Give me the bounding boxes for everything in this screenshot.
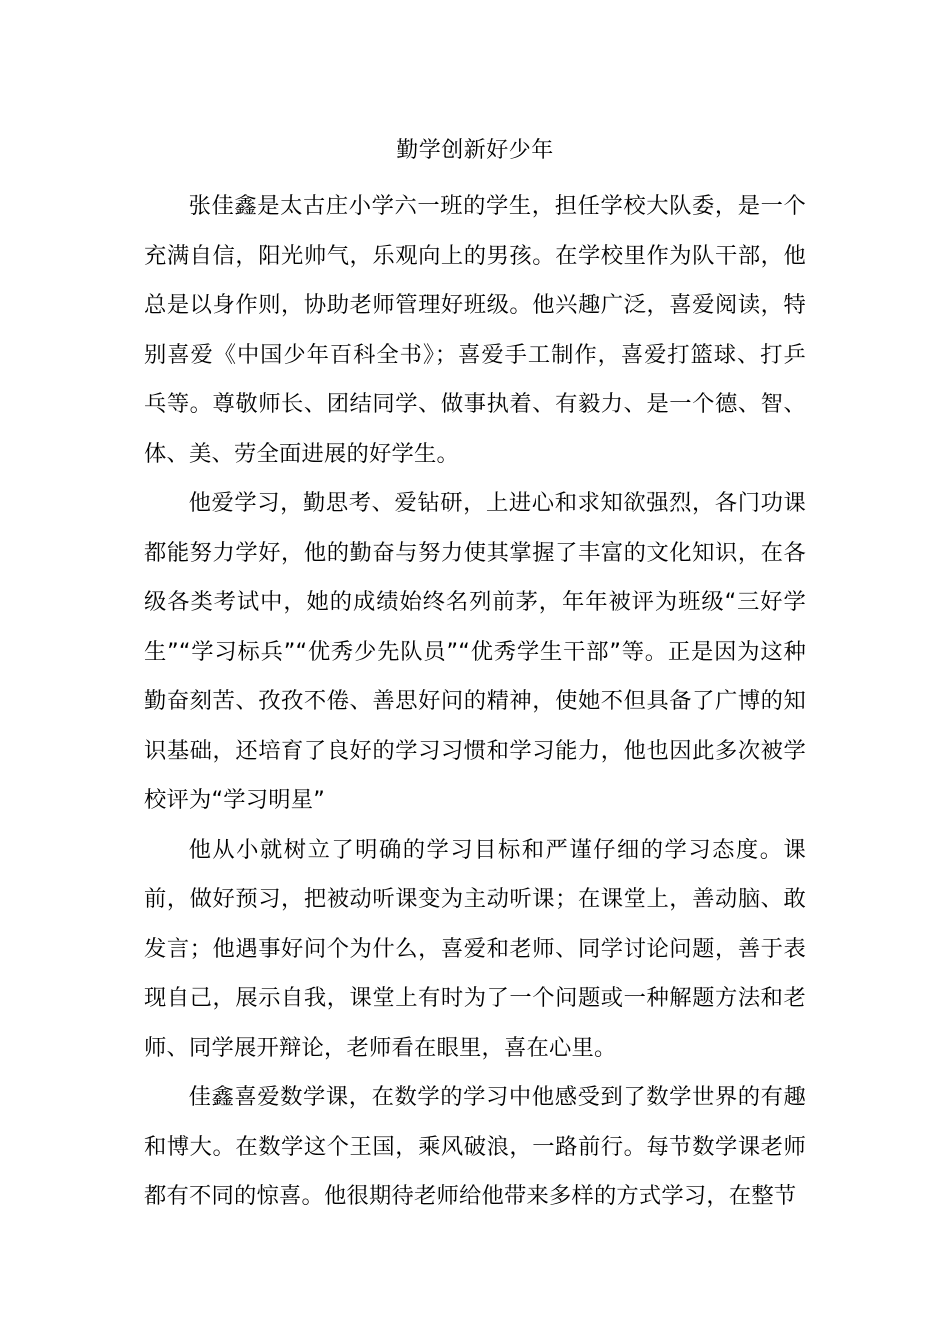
paragraph-4: 佳鑫喜爱数学课，在数学的学习中他感受到了数学世界的有趣和博大。在数学这个王国，乘风破浪，一路前行。每节数学课老师都有不同的惊喜。他很期待老师给他带来多样的方式学习，在整节	[144, 1084, 806, 1209]
document-title: 勤学创新好少年	[396, 138, 554, 163]
paragraph-1: 张佳鑫是太古庄小学六一班的学生，担任学校大队委，是一个充满自信，阳光帅气，乐观向上的男孩。在学校里作为队干部，他总是以身作则，协助老师管理好班级。他兴趣广泛，喜爱阅读，特别喜爱《中国少年百科全书》；喜爱手工制作，喜爱打篮球、打乒乓等。尊敬师长、团结同学、做事执着、有毅力、是一个德、智、体、美、劳全面进展的好学生。	[144, 193, 806, 467]
document-body	[144, 182, 806, 1222]
paragraph-3: 他从小就树立了明确的学习目标和严谨仔细的学习态度。课前，做好预习，把被动听课变为主动听课；在课堂上，善动脑、敢发言；他遇事好问个为什么，喜爱和老师、同学讨论问题，善于表现自己，展示自我，课堂上有时为了一个问题或一种解题方法和老师、同学展开辩论，老师看在眼里，喜在心里。	[144, 836, 806, 1061]
paragraph-2: 他爱学习，勤思考、爱钻研，上进心和求知欲强烈，各门功课都能努力学好，他的勤奋与努力使其掌握了丰富的文化知识，在各级各类考试中，她的成绩始终名列前茅，年年被评为班级“三好学生”“学习标兵”“优秀少先队员”“优秀学生干部”等。正是因为这种勤奋刻苦、孜孜不倦、善思好问的精神，使她不但具备了广博的知识基础，还培育了良好的学习习惯和学习能力，他也因此多次被学校评为“学习明星”	[144, 490, 806, 813]
